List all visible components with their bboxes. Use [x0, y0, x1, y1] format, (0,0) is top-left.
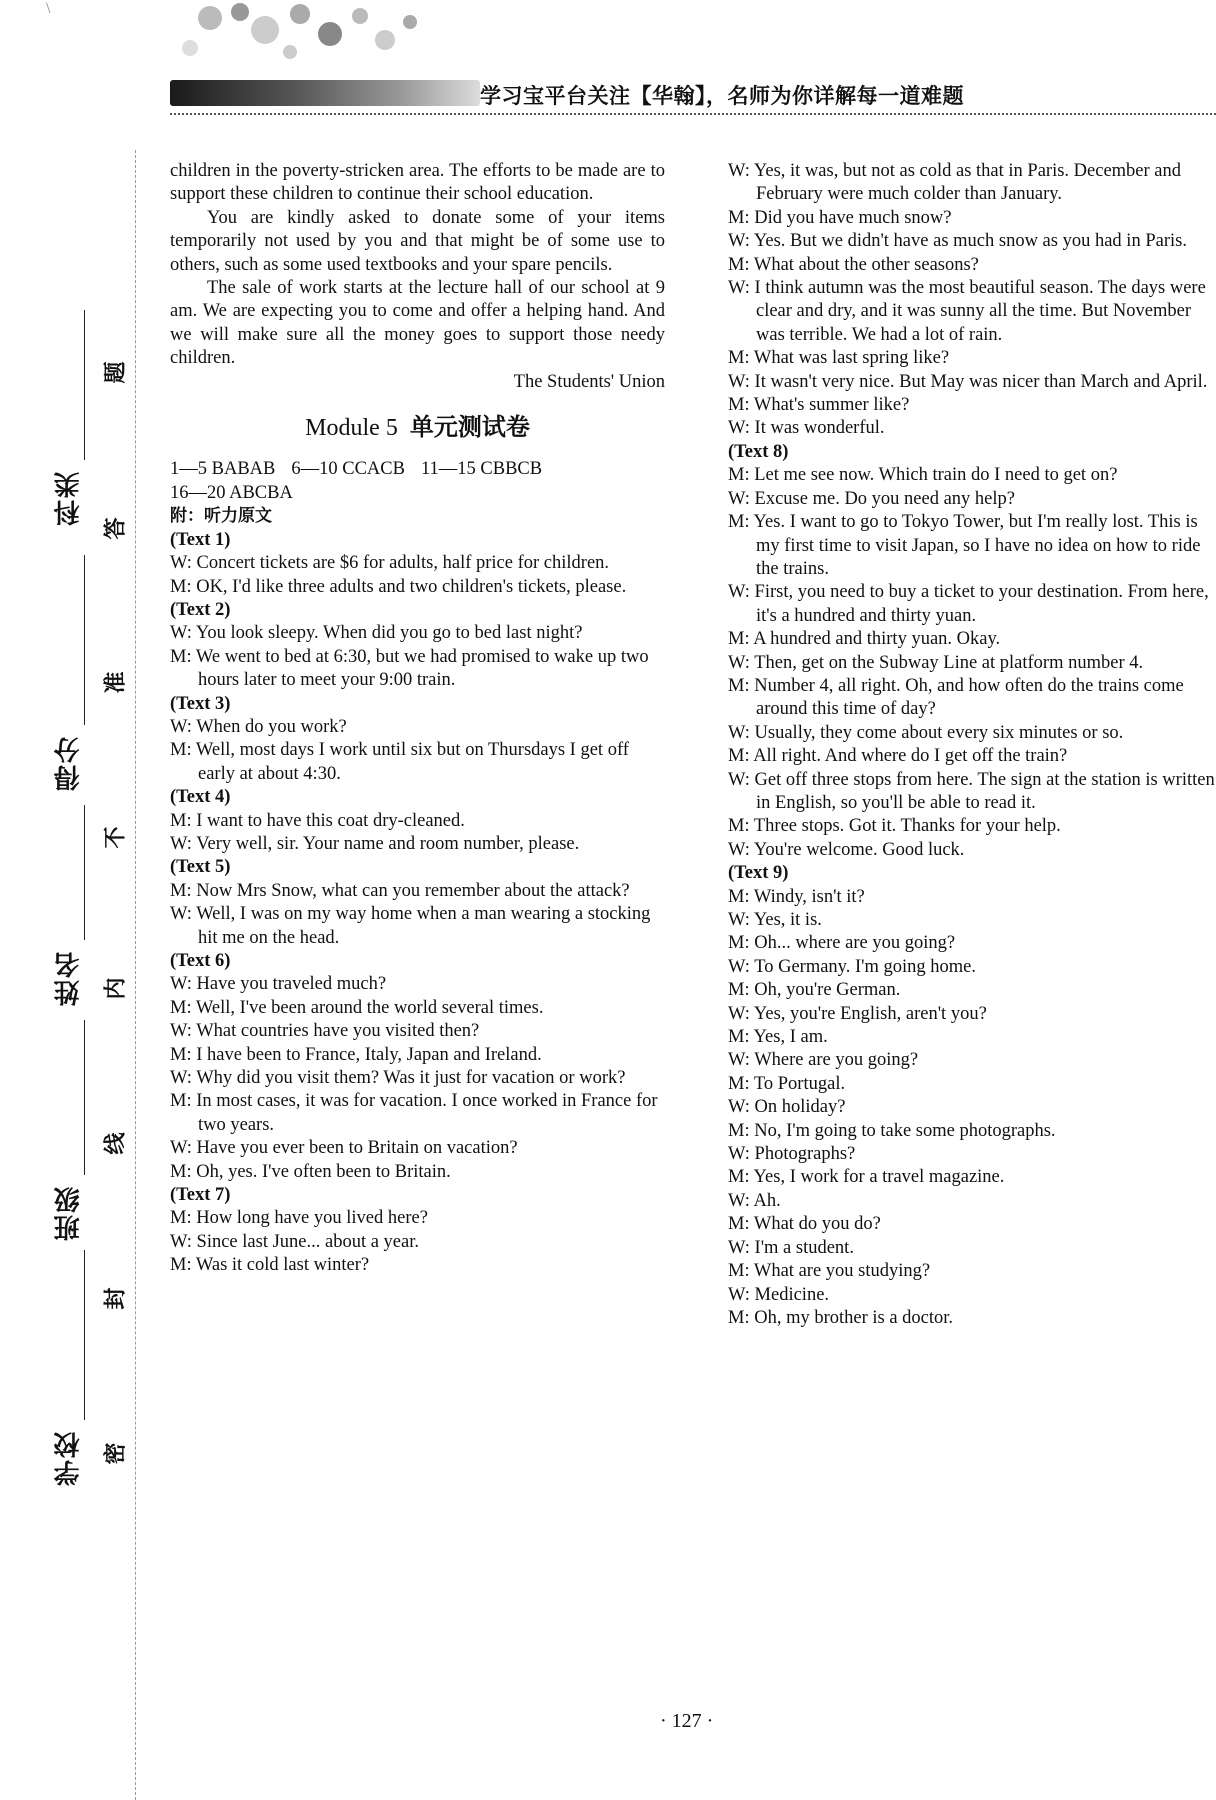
dialogue-line: W: To Germany. I'm going home.: [728, 956, 976, 977]
text-section-label: (Text 4): [170, 787, 231, 808]
answer-group: 11—15 CBBCB: [420, 459, 543, 480]
dialogue-line: M: Yes, I work for a travel magazine.: [728, 1167, 1005, 1188]
dialogue-line: W: Yes. But we didn't have as much snow as you had in Paris.: [728, 231, 1187, 252]
class-fill-line: [84, 1020, 85, 1175]
header-banner-text: 学习宝平台关注【华翰】，名师为你详解每一道难题: [480, 84, 964, 108]
dialogue-line: W: First, you need to buy a ticket to your destination. From here, it's a hundred and thirty yuan.: [728, 582, 1209, 626]
dialogue-line: W: You look sleepy. When did you go to bed last night?: [170, 623, 583, 644]
dialogue-line: M: What's summer like?: [728, 395, 910, 416]
text-section-label: (Text 1): [170, 529, 231, 550]
page-header: [150, 0, 1216, 130]
header-banner-graphic: [170, 80, 480, 106]
dialogue-line: W: Well, I was on my way home when a man wearing a stocking hit me on the head.: [170, 904, 651, 948]
dialogue-line: W: Concert tickets are $6 for adults, half price for children.: [170, 553, 610, 574]
dialogue-line: W: Since last June... about a year.: [170, 1231, 419, 1252]
dialogue-line: M: Yes. I want to go to Tokyo Tower, but I'm really lost. This is my first time to visit Japan, so I have no idea on how to ride the trains.: [728, 512, 1201, 579]
dialogue-line: W: Why did you visit them? Was it just for vacation or work?: [170, 1068, 626, 1089]
dialogue-line: M: Three stops. Got it. Thanks for your help.: [728, 816, 1061, 837]
dialogue-line: M: In most cases, it was for vacation. I once worked in France for two years.: [170, 1091, 658, 1135]
dialogue-line: W: Have you traveled much?: [170, 974, 387, 995]
dialogue-line: W: Yes, it is.: [728, 910, 822, 930]
dialogue-line: W: Ah.: [728, 1190, 781, 1211]
letter-paragraph: The sale of work starts at the lecture hall of our school at 9 am. We are expecting you to come and offer a helping hand. And we will make sure all the money goes to support those needy children.: [170, 278, 665, 369]
decorative-dots-graphic: [170, 0, 430, 70]
seal-char-2: 答: [103, 517, 129, 540]
dialogue-line: W: What countries have you visited then?: [170, 1021, 480, 1042]
answer-group: 1—5 BABAB: [170, 459, 276, 480]
seal-char-7: 封: [103, 1287, 129, 1310]
subject-fill-line: [84, 310, 85, 460]
module-title-zh: 单元测试卷: [409, 413, 530, 442]
dialogue-line: M: Windy, isn't it?: [728, 886, 865, 907]
text-section-label: (Text 3): [170, 693, 231, 714]
dialogue-line: M: Oh... where are you going?: [728, 933, 956, 954]
text-section-label: (Text 2): [170, 599, 231, 620]
letter-signature: The Students' Union: [513, 371, 665, 392]
dialogue-line: M: No, I'm going to take some photographs.: [728, 1120, 1056, 1141]
dialogue-line: W: Very well, sir. Your name and room number, please.: [170, 833, 580, 854]
dialogue-line: W: Medicine.: [728, 1284, 830, 1305]
dialogue-line: M: Number 4, all right. Oh, and how often do the trains come around this time of day?: [728, 675, 1184, 720]
binding-dashed-line: [135, 150, 136, 1800]
module-title-en: Module 5: [305, 415, 398, 442]
dialogue-line: M: I want to have this coat dry-cleaned.: [170, 810, 465, 831]
dialogue-line: M: Oh, yes. I've often been to Britain.: [170, 1161, 451, 1182]
name-fill-line: [84, 805, 85, 940]
dialogue-line: M: We went to bed at 6:30, but we had promised to wake up two hours later to meet your 9:00 train.: [170, 646, 649, 691]
dialogue-line: M: Was it cold last winter?: [170, 1255, 370, 1276]
dialogue-line: M: Oh, you're German.: [728, 980, 901, 1001]
dialogue-line: M: Oh, my brother is a doctor.: [728, 1307, 954, 1328]
dialogue-line: W: Get off three stops from here. The sign at the station is written in English, so you'll be able to read it.: [728, 769, 1215, 813]
text-section-label: (Text 8): [728, 441, 789, 462]
seal-char-4: 不: [103, 826, 129, 849]
dialogue-line: M: Let me see now. Which train do I need to get on?: [728, 465, 1118, 486]
text-section-label: (Text 5): [170, 857, 231, 878]
dialogue-line: W: It was wonderful.: [728, 418, 885, 439]
answer-group: 6—10 CCACB: [291, 459, 405, 480]
dialogue-line: W: When do you work?: [170, 716, 347, 737]
dialogue-line: W: Excuse me. Do you need any help?: [728, 488, 1015, 509]
seal-char-1: 题: [103, 361, 129, 384]
dialogue-line: M: What about the other seasons?: [728, 254, 979, 275]
dialogue-line: M: OK, I'd like three adults and two children's tickets, please.: [170, 576, 627, 597]
dialogue-line: W: You're welcome. Good luck.: [728, 839, 965, 860]
text-section-label: (Text 9): [728, 863, 789, 884]
dialogue-line: W: Yes, you're English, aren't you?: [728, 1003, 987, 1024]
dialogue-line: M: Yes, I am.: [728, 1027, 828, 1048]
dialogue-line: W: Then, get on the Subway Line at platform number 4.: [728, 652, 1144, 673]
seal-char-5: 内: [103, 977, 129, 1000]
right-column: [728, 160, 1216, 1330]
left-column: [170, 160, 665, 1278]
seal-char-8: 密: [103, 1442, 129, 1465]
appendix-label: 附：听力原文: [170, 506, 272, 527]
dialogue-line: M: How long have you lived here?: [170, 1208, 428, 1229]
class-label: 班级: [54, 1185, 84, 1241]
module-title: [170, 413, 665, 442]
answer-key-line: 16—20 ABCBA: [170, 482, 293, 503]
corner-mark: \: [46, 0, 51, 17]
dialogue-line: M: Now Mrs Snow, what can you remember about the attack?: [170, 880, 630, 901]
dialogue-line: M: I have been to France, Italy, Japan and Ireland.: [170, 1044, 542, 1065]
letter-paragraph: children in the poverty-stricken area. The efforts to be made are to support these children to continue their school education.: [170, 161, 665, 205]
dialogue-line: W: Have you ever been to Britain on vacation?: [170, 1138, 518, 1159]
dialogue-line: M: A hundred and thirty yuan. Okay.: [728, 629, 1001, 650]
right-dialogue: [728, 160, 1216, 1330]
text-section-label: (Text 6): [170, 951, 231, 971]
dialogue-line: M: All right. And where do I get off the train?: [728, 746, 1068, 767]
dialogue-line: W: Usually, they come about every six minutes or so.: [728, 722, 1124, 743]
dialogue-line: W: Where are you going?: [728, 1050, 919, 1071]
text-section-label: (Text 7): [170, 1185, 231, 1206]
name-label: 姓名: [54, 950, 84, 1006]
dialogue-line: M: Well, most days I work until six but on Thursdays I get off early at about 4:30.: [170, 740, 629, 784]
score-fill-line: [84, 555, 85, 725]
dialogue-line: M: What do you do?: [728, 1214, 881, 1235]
seal-char-6: 线: [103, 1132, 129, 1155]
school-label: 学校: [54, 1430, 84, 1486]
dialogue-line: M: What was last spring like?: [728, 348, 950, 369]
dialogue-line: W: Photographs?: [728, 1144, 856, 1165]
dialogue-line: M: Well, I've been around the world several times.: [170, 997, 544, 1018]
subject-label: 科类: [54, 470, 84, 526]
seal-char-3: 准: [103, 671, 129, 694]
header-rule: [170, 113, 1216, 115]
dialogue-line: W: Yes, it was, but not as cold as that in Paris. December and February were much colder than January.: [728, 161, 1181, 205]
dialogue-line: W: I think autumn was the most beautiful season. The days were clear and dry, and it was sunny all the time. But November was terrible. We had a lot of rain.: [728, 278, 1206, 345]
dialogue-line: M: To Portugal.: [728, 1073, 846, 1094]
dialogue-line: M: Did you have much snow?: [728, 207, 952, 228]
letter-paragraph: You are kindly asked to donate some of your items temporarily not used by you and that might be of some use to others, such as some used textbooks and your spare pencils.: [170, 207, 665, 275]
left-dialogue: [170, 529, 665, 1278]
dialogue-line: W: On holiday?: [728, 1097, 846, 1118]
school-fill-line: [84, 1250, 85, 1420]
score-label: 得分: [54, 735, 84, 791]
page-number: · 127 ·: [660, 1710, 714, 1732]
answer-key-line: [170, 458, 665, 481]
dialogue-line: W: I'm a student.: [728, 1237, 854, 1258]
dialogue-line: M: What are you studying?: [728, 1261, 931, 1282]
dialogue-line: W: It wasn't very nice. But May was nicer than March and April.: [728, 371, 1208, 392]
